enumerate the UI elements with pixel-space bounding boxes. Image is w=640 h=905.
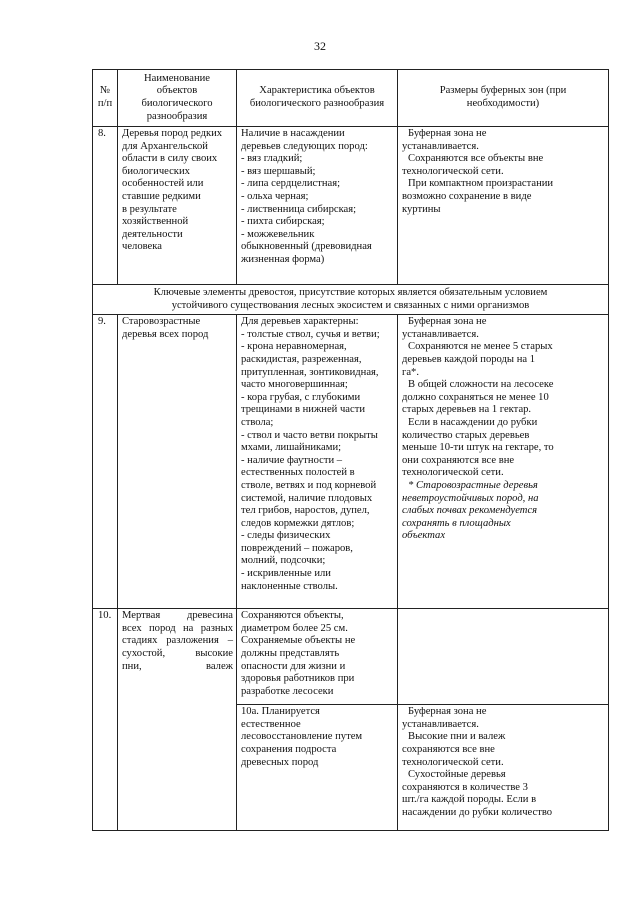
text-line: - вяз гладкий; <box>241 153 303 165</box>
text-line: шт./га каждой породы. Если в <box>402 794 537 806</box>
row9-characteristics <box>237 315 398 609</box>
table-header-row <box>93 70 609 127</box>
row8-name <box>118 127 237 285</box>
text-line: объектов <box>156 85 198 97</box>
text-line: должны представлять <box>241 647 340 659</box>
text-line: В общей сложности на лесосеке <box>408 379 554 391</box>
text-line: здоровья работников при <box>241 673 355 685</box>
row10a-characteristics <box>237 705 398 831</box>
text-line: Буферная зона не <box>408 128 487 139</box>
text-line: должно сохраняться не менее 10 <box>402 391 549 403</box>
text-line: хозяйственной <box>122 216 189 228</box>
text-line: наклоненные стволы. <box>241 580 338 592</box>
row9-buffer-zone <box>398 315 609 609</box>
text-line: раскидистая, разреженная, <box>241 353 362 365</box>
text-line: древесных пород <box>241 756 319 768</box>
text-line: Если в насаждении до рубки <box>408 416 538 428</box>
text-line: биологического <box>141 98 213 109</box>
text-line: естественных полостей в <box>241 467 355 479</box>
row8-characteristics <box>237 127 398 285</box>
text-line: - наличие фаутности – <box>241 454 343 466</box>
table-row-10 <box>93 609 609 705</box>
text-line: количество старых деревьев <box>402 429 530 441</box>
text-line: деятельности <box>122 228 183 240</box>
row9-num: 9. <box>93 315 118 609</box>
text-line: сухостой, высокие <box>122 647 233 659</box>
page-number: 32 <box>314 39 326 53</box>
text-line: они сохраняются все вне <box>402 454 515 466</box>
text-line: При компактном произрастании <box>408 178 554 190</box>
text-line: следов кормежки дятлов; <box>241 517 355 529</box>
text-line: Сохраняются не менее 5 старых <box>408 341 553 353</box>
text-line: в результате <box>122 203 177 215</box>
text-line: лесовосстановление путем <box>241 731 363 743</box>
text-line: устанавливается. <box>402 140 479 152</box>
text-line: мхами, лишайниками; <box>241 442 342 454</box>
text-line: - кора грубая, с глубокими <box>241 391 361 403</box>
text-line: для Архангельской <box>122 140 208 152</box>
text-line: трещинами в нижней части <box>241 404 366 416</box>
text-line: опасности для жизни и <box>241 660 346 672</box>
header-buffer-zones <box>398 70 609 127</box>
biodiversity-table <box>92 69 609 831</box>
text-line: Сухостойные деревья <box>408 769 506 781</box>
text-line: - вяз шершавый; <box>241 165 316 177</box>
text-line: обыкновенный (древовидная <box>241 241 372 253</box>
key-elements-heading <box>93 285 609 315</box>
key-elements-row <box>93 285 609 315</box>
text-line: особенностей или <box>122 178 204 190</box>
text-line: пни, валеж <box>122 660 233 672</box>
row9-zone-note <box>402 480 605 543</box>
text-line: - ольха черная; <box>241 190 309 202</box>
text-line: Для деревьев характерны: <box>241 316 359 328</box>
text-line: технологической сети. <box>402 756 504 768</box>
text-line: - можжевельник <box>241 228 315 240</box>
text-line: - ствол и часто ветви покрыты <box>241 429 378 441</box>
text-line: устойчивого существования лесных экосистем и связанных с ними организмов <box>171 299 530 311</box>
text-line: Буферная зона не <box>408 706 487 718</box>
text-line: разнообразия <box>146 110 208 122</box>
text-line: естественное <box>241 718 301 730</box>
text-line: области в силу своих <box>122 153 218 165</box>
text-line: деревья всех пород <box>122 328 209 340</box>
table-row-8 <box>93 127 609 285</box>
text-line: га*. <box>402 366 419 378</box>
text-line: сохраняются в количестве 3 <box>402 781 528 793</box>
text-line: стадиях разложения – <box>122 635 233 647</box>
text-line: Сохраняются все объекты вне <box>408 153 544 165</box>
row9-name <box>118 315 237 609</box>
text-line: деревьев каждой породы на 1 <box>402 353 536 365</box>
text-line: необходимости) <box>466 98 540 109</box>
header-name <box>118 70 237 127</box>
text-line: технологической сети. <box>402 467 504 479</box>
text-line: ставшие редкими <box>122 190 201 202</box>
text-line: Высокие пни и валеж <box>408 731 506 743</box>
text-line: слабых почвах рекомендуется <box>402 505 538 517</box>
text-line: возможно сохранение в виде <box>402 190 532 202</box>
text-line: - искривленные или <box>241 568 331 580</box>
row10a-buffer-zone <box>398 705 609 831</box>
row10-name <box>118 609 237 831</box>
text-line: * Старовозрастные деревья <box>408 479 538 491</box>
text-line: часто многовершинная; <box>241 379 348 391</box>
row8-num: 8. <box>93 127 118 285</box>
text-line: насаждении до рубки количество <box>402 806 553 818</box>
text-line: всех пород на разных <box>122 622 233 634</box>
text-line: - пихта сибирская; <box>241 216 325 228</box>
text-line: объектах <box>402 530 446 542</box>
header-num <box>93 70 118 127</box>
text-line: Деревья пород редких <box>122 128 223 139</box>
text-line: притупленная, зонтиковидная, <box>241 366 379 378</box>
text-line: повреждений – пожаров, <box>241 542 353 554</box>
text-line: - следы физических <box>241 530 331 542</box>
row9-zone-text <box>402 316 605 480</box>
text-line: Старовозрастные <box>122 316 201 328</box>
header-characteristics <box>237 70 398 127</box>
row10-buffer-zone <box>398 609 609 705</box>
text-line: системой, наличие плодовых <box>241 492 373 504</box>
text-line: - крона неравномерная, <box>241 341 347 353</box>
text-line: человека <box>122 241 162 253</box>
text-line: Сохраняемые объекты не <box>241 635 356 647</box>
text-line: стволе, ветвях и под корневой <box>241 479 377 491</box>
row10-characteristics <box>237 609 398 705</box>
text-line: старых деревьев на 1 гектар. <box>402 404 532 416</box>
text-line: - липа сердцелистная; <box>241 178 341 190</box>
text-line: биологических <box>122 165 190 177</box>
text-line: устанавливается. <box>402 718 479 730</box>
text-line: молний, подсочки; <box>241 555 326 567</box>
text-line: - толстые ствол, сучья и ветви; <box>241 328 380 340</box>
text-line: неветроустойчивых пород, на <box>402 492 539 504</box>
text-line: Размеры буферных зон (при <box>439 85 567 97</box>
text-line: жизненная форма) <box>241 253 325 265</box>
text-line: устанавливается. <box>402 328 479 340</box>
text-line: меньше 10-ти штук на гектаре, то <box>402 442 554 454</box>
row8-buffer-zone <box>398 127 609 285</box>
text-line: - лиственница сибирская; <box>241 203 357 215</box>
row10-num: 10. <box>93 609 118 831</box>
text-line: ствола; <box>241 416 274 428</box>
text-line: куртины <box>402 203 441 215</box>
text-line: деревьев следующих пород: <box>241 140 368 152</box>
text-line: Мертвая древесина <box>122 610 233 622</box>
text-line: п/п <box>97 98 113 109</box>
text-line: сохранять в площадных <box>402 517 511 529</box>
text-line: технологической сети. <box>402 165 504 177</box>
text-line: Буферная зона не <box>408 316 487 328</box>
text-line: сохраняются все вне <box>402 743 495 755</box>
table-row-9 <box>93 315 609 609</box>
text-line: Наименование <box>144 72 210 84</box>
text-line: 10а. Планируется <box>241 706 320 718</box>
text-line: сохранения подроста <box>241 743 337 755</box>
text-line: разработке лесосеки <box>241 685 334 697</box>
text-line: Сохраняются объекты, <box>241 610 344 622</box>
text-line: Ключевые элементы древостоя, присутствие которых является обязательным условием <box>153 287 548 298</box>
text-line: Характеристика объектов <box>259 85 375 97</box>
text-line: биологического разнообразия <box>249 98 385 109</box>
text-line: Наличие в насаждении <box>241 128 345 139</box>
text-line: тел грибов, наростов, дупел, <box>241 505 370 517</box>
text-line: диаметром более 25 см. <box>241 622 348 634</box>
text-line: № <box>99 85 111 97</box>
